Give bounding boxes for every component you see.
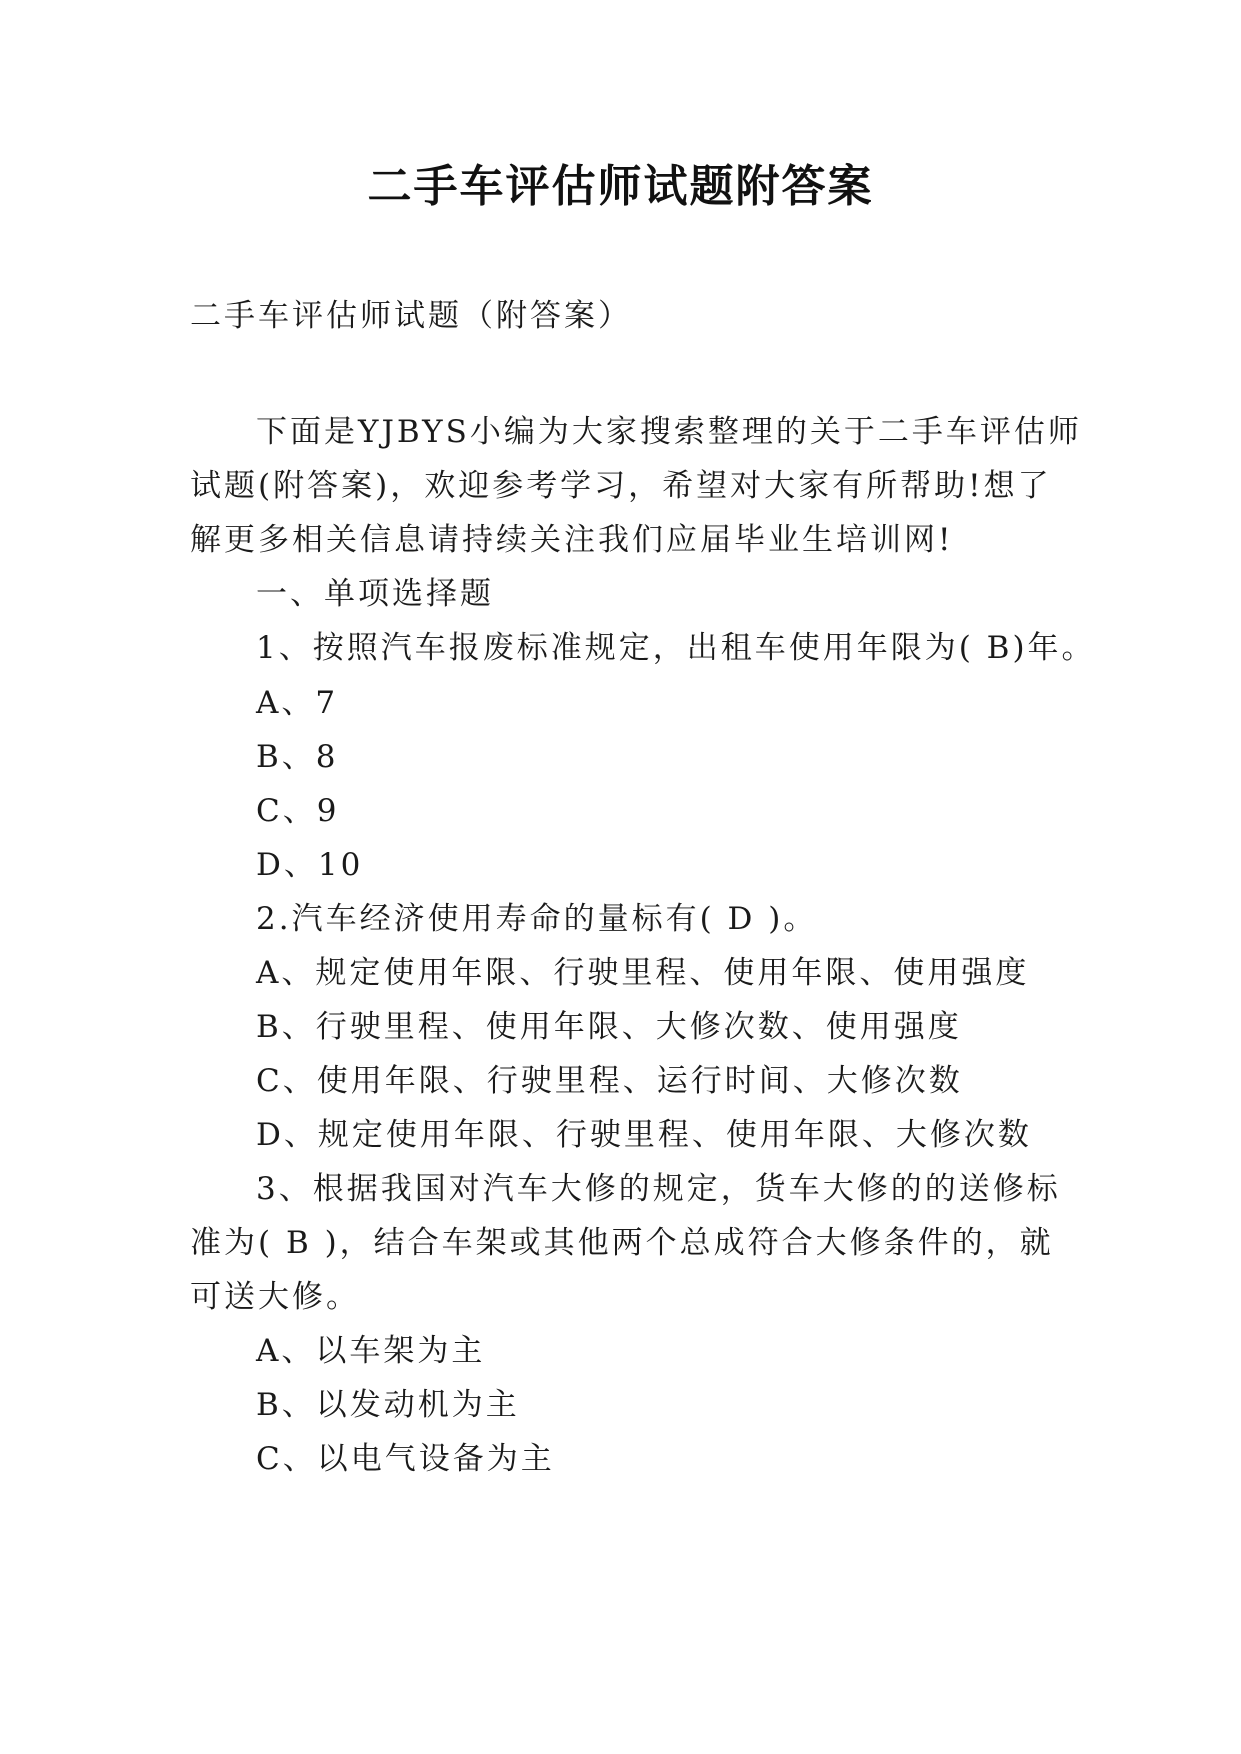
question-text: 3、根据我国对汽车大修的规定，货车大修的的送修标 <box>256 1171 1061 1207</box>
intro-line: 下面是YJBYS小编为大家搜索整理的关于二手车评估师 <box>256 414 1082 450</box>
answer-option: B、行驶里程、使用年限、大修次数、使用强度 <box>256 1009 962 1045</box>
answer-option: A、以车架为主 <box>256 1333 486 1369</box>
section-heading: 一、单项选择题 <box>256 576 494 612</box>
question-text: 可送大修。 <box>190 1279 360 1315</box>
answer-option: D、规定使用年限、行驶里程、使用年限、大修次数 <box>256 1117 1032 1153</box>
answer-option: B、以发动机为主 <box>256 1387 520 1423</box>
document-subtitle: 二手车评估师试题（附答案） <box>190 298 632 334</box>
intro-line: 试题(附答案)，欢迎参考学习，希望对大家有所帮助!想了 <box>190 468 1052 504</box>
question-text: 2.汽车经济使用寿命的量标有( D )。 <box>256 901 818 937</box>
answer-option: C、9 <box>256 793 340 829</box>
answer-option: B、8 <box>256 739 339 775</box>
question-text: 准为( B )，结合车架或其他两个总成符合大修条件的，就 <box>190 1225 1054 1261</box>
answer-option: D、10 <box>256 847 364 883</box>
answer-option: C、以电气设备为主 <box>256 1441 555 1477</box>
answer-option: A、7 <box>256 685 339 721</box>
question-text: 1、按照汽车报废标准规定，出租车使用年限为( B)年。 <box>256 630 1096 666</box>
document-title: 二手车评估师试题附答案 <box>367 161 874 212</box>
answer-option: A、规定使用年限、行驶里程、使用年限、使用强度 <box>256 955 1030 991</box>
answer-option: C、使用年限、行驶里程、运行时间、大修次数 <box>256 1063 963 1099</box>
intro-line: 解更多相关信息请持续关注我们应届毕业生培训网! <box>190 522 954 558</box>
